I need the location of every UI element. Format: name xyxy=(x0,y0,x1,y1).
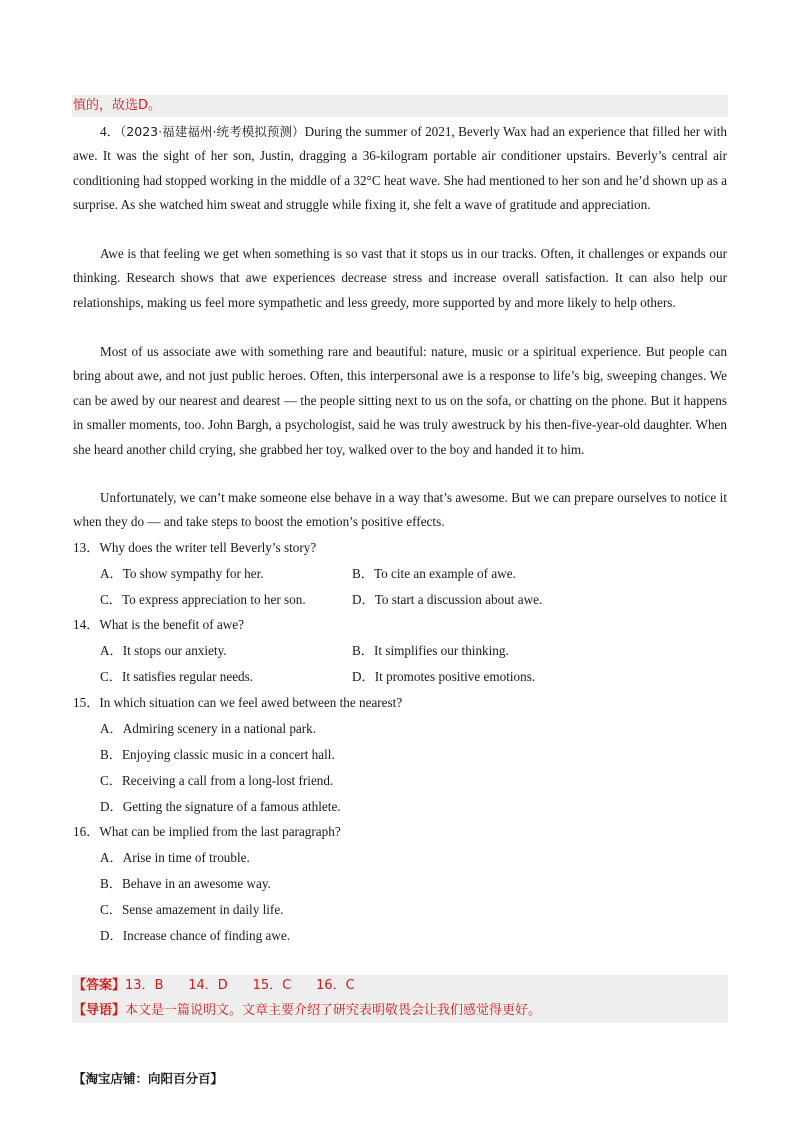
question-15-option-b: B．Enjoying classic music in a concert hall. xyxy=(100,747,335,762)
question-13-option-d: D．To start a discussion about awe. xyxy=(352,592,543,607)
question-14-option-d: D．It promotes positive emotions. xyxy=(352,669,536,684)
question-16-option-c: C．Sense amazement in daily life. xyxy=(100,902,284,917)
question-16-stem: 16．What can be implied from the last paragraph? xyxy=(73,824,341,839)
passage-number: 4． xyxy=(100,124,120,139)
question-13-option-b: B．To cite an example of awe. xyxy=(352,566,516,581)
question-13-option-a: A．To show sympathy for her. xyxy=(100,566,264,581)
passage-source: （2023·福建福州·统考模拟预测） xyxy=(119,124,305,139)
question-14-option-c: C．It satisfies regular needs. xyxy=(100,669,254,684)
question-15-option-a: A．Admiring scenery in a national park. xyxy=(100,721,317,736)
question-15-option-c: C．Receiving a call from a long-lost friend. xyxy=(100,773,334,788)
question-16-option-d: D．Increase chance of finding awe. xyxy=(100,928,291,943)
question-14-stem: 14．What is the benefit of awe? xyxy=(73,617,245,632)
passage-paragraph-1-text: During the summer of 2021, Beverly Wax had an experience that filled her with awe. It was the sight of her son, Justin, dragging a 36-kilogram portable air conditioner upstairs. Beverly’s central air conditioning had stopped working in the middle of a 32°C heat wave. She had mentioned to her son and he’d shown up as a surprise. As she watched him sweat and struggle while fixing it, she felt a wave of gratitude and appreciation. xyxy=(73,124,728,213)
question-14-option-b: B．It simplifies our thinking. xyxy=(352,643,509,658)
passage-paragraph-1 xyxy=(73,120,727,218)
passage-paragraph-2: Awe is that feeling we get when something is so vast that it stops us in our tracks. Often, it challenges or expands our thinking. Research shows that awe experiences decrease stress and increase overall satisfaction. It can also help our relationships, making us feel more sympathetic and less greedy, more supported by and more likely to help others. xyxy=(73,246,727,310)
answer-label: 【答案】 xyxy=(73,978,126,993)
question-13-option-c: C．To express appreciation to her son. xyxy=(100,592,306,607)
question-15-stem: 15．In which situation can we feel awed between the nearest? xyxy=(73,695,403,710)
guide-text: 本文是一篇说明文。文章主要介绍了研究表明敬畏会让我们感觉得更好。 xyxy=(125,1003,542,1018)
top-note: 慎的，故选D。 xyxy=(73,98,162,113)
question-13-stem: 13．Why does the writer tell Beverly’s story? xyxy=(73,540,317,555)
question-15-option-d: D．Getting the signature of a famous athlete. xyxy=(100,799,341,814)
answer-text: 13．B 14．D 15．C 16．C xyxy=(125,978,355,993)
passage-paragraph-3: Most of us associate awe with something rare and beautiful: nature, music or a spiritual experience. But people can bring about awe, and not just public heroes. Often, this interpersonal awe is a response to life’s big, sweeping changes. We can be awed by our nearest and dearest — the people sitting next to us on the sofa, or chatting on the phone. But it happens in smaller moments, too. John Bargh, a psychologist, said he was truly awestruck by his then-five-year-old daughter. When she heard another child crying, she grabbed her toy, walked over to the boy and handed it to him. xyxy=(73,344,727,457)
footer-shop-label: 【淘宝店铺：向阳百分百】 xyxy=(73,1071,224,1086)
question-14-option-a: A．It stops our anxiety. xyxy=(100,643,227,658)
answer-line xyxy=(73,977,727,995)
question-16-option-a: A．Arise in time of trouble. xyxy=(100,850,250,865)
guide-line xyxy=(73,1002,727,1020)
passage-paragraph-4: Unfortunately, we can’t make someone else behave in a way that’s awesome. But we can prepare ourselves to notice it when they do — and take steps to boost the emotion’s positive effects. xyxy=(73,490,727,530)
guide-label: 【导语】 xyxy=(73,1003,126,1018)
question-16-option-b: B．Behave in an awesome way. xyxy=(100,876,271,891)
